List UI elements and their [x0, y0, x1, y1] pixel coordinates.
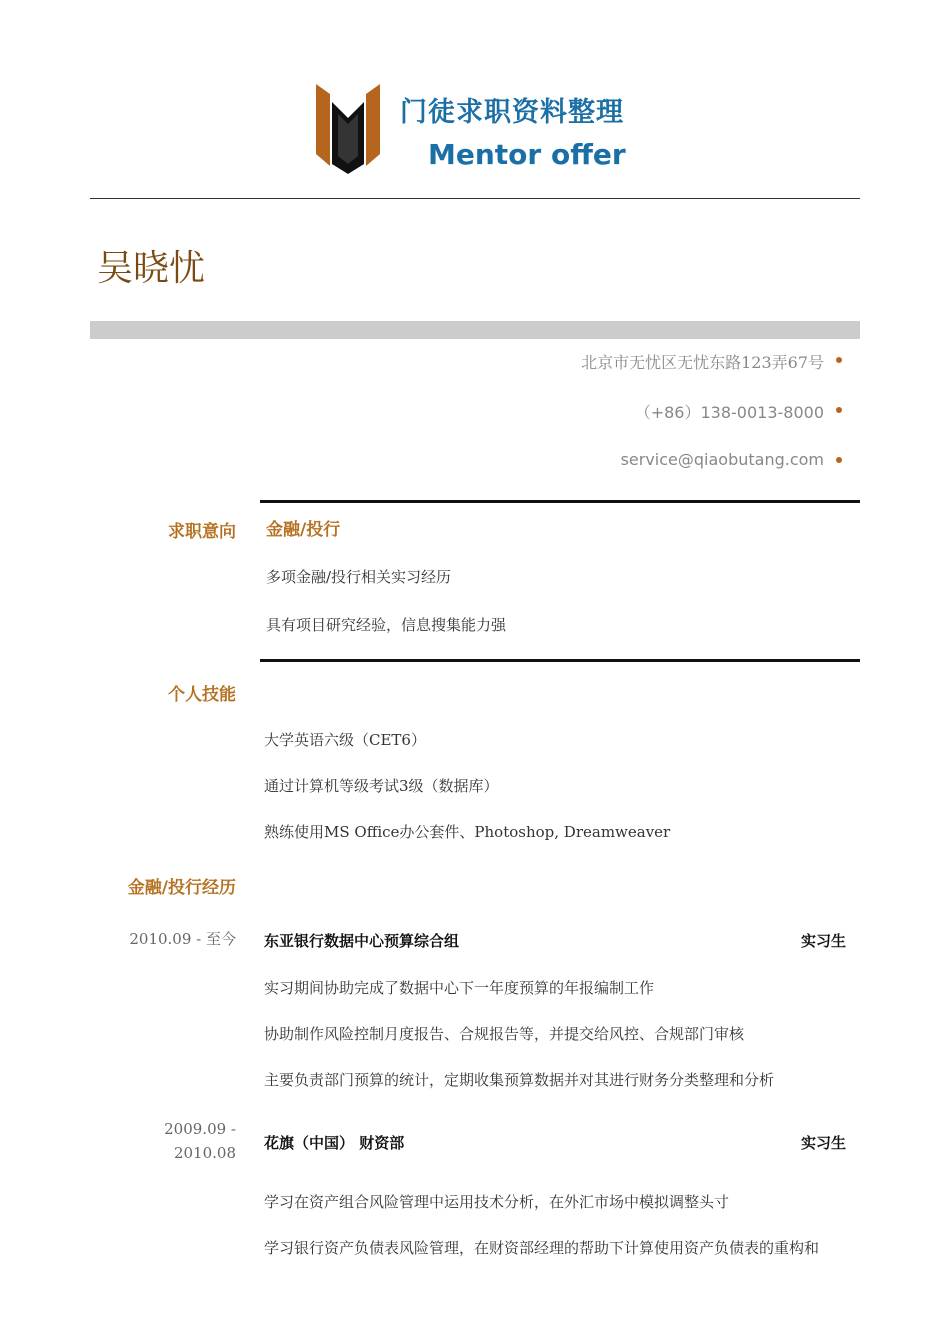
- job-role: 实习生: [800, 932, 846, 950]
- bullet-icon: [836, 457, 842, 463]
- brand-title-cn: 门徒求职资料整理: [400, 97, 624, 128]
- objective-line: 多项金融/投行相关实习经历: [266, 568, 452, 586]
- section-label-objective: 求职意向: [168, 522, 236, 542]
- job-organization: 花旗（中国） 财资部: [264, 1134, 405, 1152]
- job-date: 2010.08: [173, 1144, 236, 1162]
- job-date: 2010.09 - 至今: [129, 930, 236, 948]
- bullet-icon: [836, 407, 842, 413]
- job-organization: 东亚银行数据中心预算综合组: [264, 932, 460, 950]
- job-duty-line: 协助制作风险控制月度报告、合规报告等，并提交给风控、合规部门审核: [264, 1025, 745, 1043]
- contact-email: service@qiaobutang.com: [620, 450, 824, 469]
- job-role: 实习生: [800, 1134, 846, 1152]
- name-divider-bar: [90, 321, 860, 339]
- job-duty-line: 学习银行资产负债表风险管理，在财资部经理的帮助下计算使用资产负债表的重构和: [264, 1239, 820, 1257]
- contact-phone: （+86）138-0013-8000: [634, 403, 824, 422]
- section-label-skills: 个人技能: [168, 685, 236, 705]
- section-divider: [260, 659, 860, 662]
- skill-line: 通过计算机等级考试3级（数据库）: [264, 777, 499, 795]
- bullet-icon: [836, 357, 842, 363]
- job-duty-line: 实习期间协助完成了数据中心下一年度预算的年报编制工作: [264, 979, 655, 997]
- job-duty-line: 学习在资产组合风险管理中运用技术分析，在外汇市场中模拟调整头寸: [264, 1193, 730, 1211]
- brand-title-en: Mentor offer: [428, 138, 626, 171]
- skill-line: 熟练使用MS Office办公套件、Photoshop, Dreamweaver: [264, 823, 671, 841]
- objective-title: 金融/投行: [266, 520, 341, 540]
- header-divider: [90, 198, 860, 199]
- candidate-name: 吴晓忧: [97, 248, 206, 289]
- section-label-experience: 金融/投行经历: [127, 878, 236, 898]
- section-divider: [260, 500, 860, 503]
- job-duty-line: 主要负责部门预算的统计，定期收集预算数据并对其进行财务分类整理和分析: [264, 1071, 775, 1089]
- skill-line: 大学英语六级（CET6）: [264, 731, 426, 749]
- mentor-logo-icon: [314, 84, 382, 174]
- job-date: 2009.09 -: [164, 1120, 236, 1138]
- objective-line: 具有项目研究经验，信息搜集能力强: [266, 616, 507, 634]
- contact-address: 北京市无忧区无忧东路123弄67号: [581, 353, 824, 372]
